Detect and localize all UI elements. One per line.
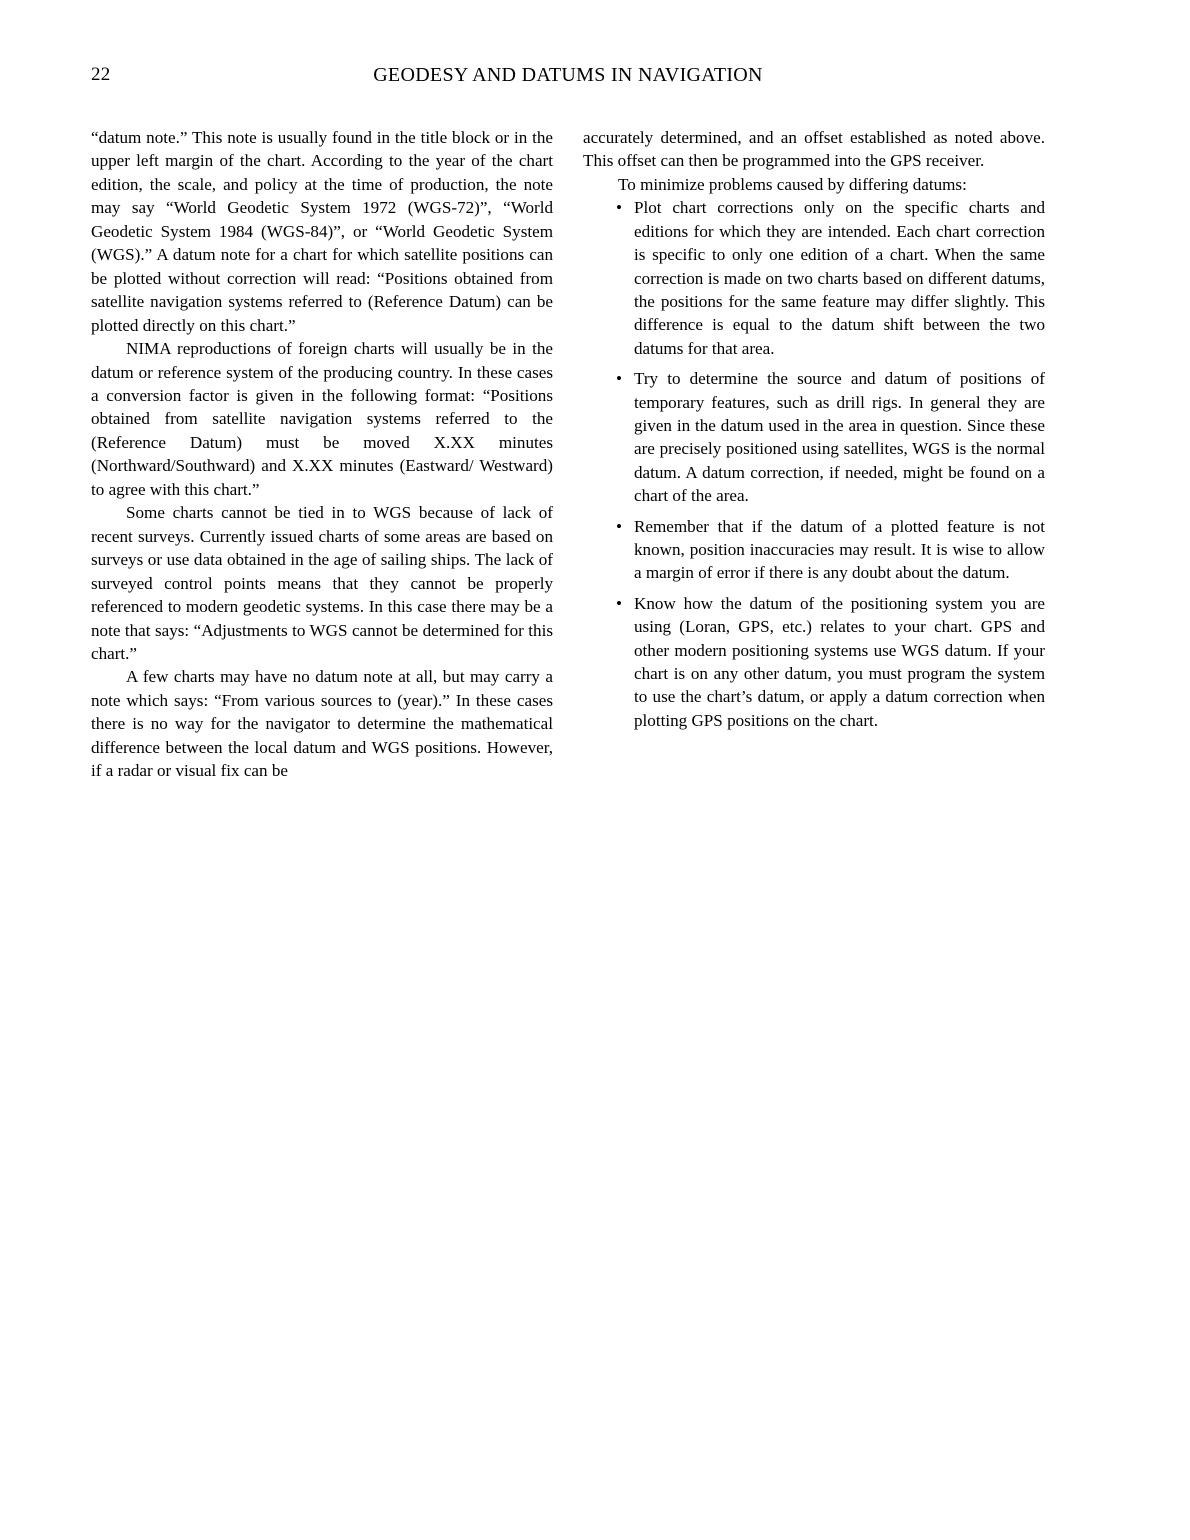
guidelines-list (583, 196, 1045, 732)
running-head (91, 62, 1045, 88)
list-item (583, 592, 1045, 732)
bullet-icon: • (616, 198, 622, 218)
list-item-text: Plot chart corrections only on the specific charts and editions for which they are intended. Each chart correction is specific to only one edition of a chart. When the same correction is made on two charts based on different datums, the positions for the same feature may differ slightly. This difference is equal to the datum shift between the two datums for that area. (634, 198, 1045, 358)
bullet-icon: • (616, 369, 622, 389)
paragraph: A few charts may have no datum note at all, but may carry a note which says: “From various sources to (year).” In these cases there is no way for the navigator to determine the mathematical difference between the local datum and WGS positions. However, if a radar or visual fix can be (91, 667, 553, 781)
bullet-icon: • (616, 593, 622, 613)
left-column (91, 126, 553, 783)
list-item (583, 196, 1045, 360)
page-number: 22 (91, 64, 111, 85)
paragraph: “datum note.” This note is usually found in the title block or in the upper left margin of the chart. According to the year of the chart edition, the scale, and policy at the time of production, the note may say “World Geodetic System 1972 (WGS-72)”, “World Geodetic System 1984 (WGS-84)”, or “World Geodetic System (WGS).” A datum note for a chart for which satellite positions can be plotted without correction will read: “Positions obtained from satellite navigation systems referred to (Reference Datum) can be plotted directly on this chart.” (91, 128, 553, 335)
bullet-icon: • (616, 516, 622, 536)
list-item-text: Know how the datum of the positioning system you are using (Loran, GPS, etc.) relates to your chart. GPS and other modern positioning systems use WGS datum. If your chart is on any other datum, you must program the system to use the chart’s datum, or apply a datum correction when plotting GPS positions on the chart. (634, 593, 1045, 730)
list-item (583, 515, 1045, 585)
running-head-title: GEODESY AND DATUMS IN NAVIGATION (373, 64, 763, 86)
paragraph: accurately determined, and an offset established as noted above. This offset can then be programmed into the GPS receiver. (583, 128, 1045, 171)
list-item-text: Try to determine the source and datum of positions of temporary features, such as drill rigs. In general they are given in the datum used in the area in question. Since these are precisely positioned using satellites, WGS is the normal datum. A datum correction, if needed, might be found on a chart of the area. (634, 369, 1045, 506)
list-item (583, 367, 1045, 507)
body-columns (91, 126, 1045, 783)
right-column (583, 126, 1045, 783)
paragraph: Some charts cannot be tied in to WGS because of lack of recent surveys. Currently issued charts of some areas are based on surveys or use data obtained in the age of sailing ships. The lack of surveyed control points means that they cannot be properly referenced to modern geodetic systems. In this case there may be a note that says: “Adjustments to WGS cannot be determined for this chart.” (91, 503, 553, 663)
list-item-text: Remember that if the datum of a plotted feature is not known, position inaccuracies may result. It is wise to allow a margin of error if there is any doubt about the datum. (634, 516, 1045, 583)
list-intro-paragraph: To minimize problems caused by differing datums: (618, 174, 967, 194)
paragraph: NIMA reproductions of foreign charts will usually be in the datum or reference system of the producing country. In these cases a conversion factor is given in the following format: “Positions obtained from satellite navigation systems referred to the (Reference Datum) must be moved X.XX minutes (Northward/Southward) and X.XX minutes (Eastward/ Westward) to agree with this chart.” (91, 339, 553, 499)
